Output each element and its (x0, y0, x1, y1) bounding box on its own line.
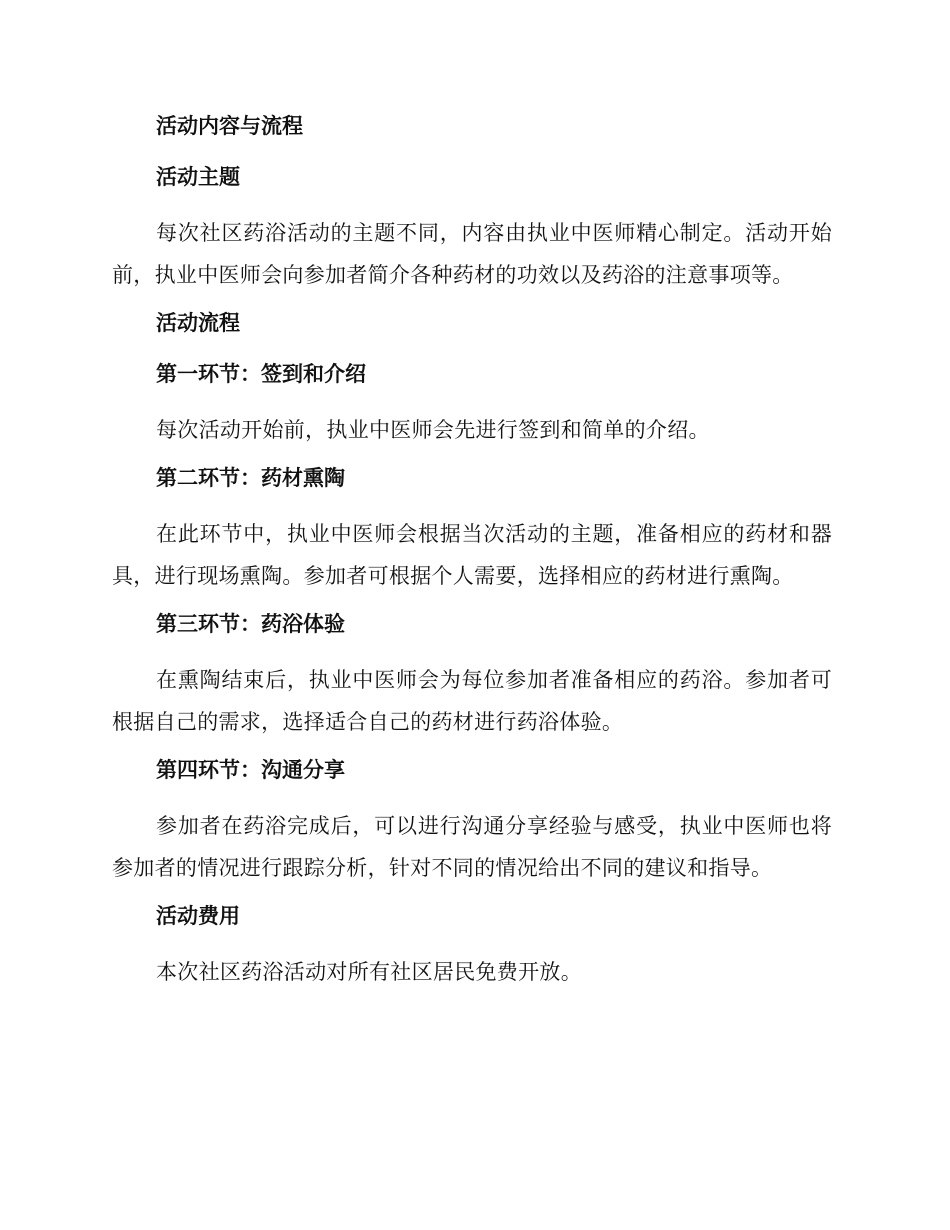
theme-paragraph: 每次社区药浴活动的主题不同，内容由执业中医师精心制定。活动开始前，执业中医师会向参加者简介各种药材的功效以及药浴的注意事项等。 (112, 221, 832, 287)
step-2-heading: 第二环节：药材熏陶 (156, 466, 345, 490)
theme-heading: 活动主题 (156, 165, 240, 189)
step-1-paragraph: 每次活动开始前，执业中医师会先进行签到和简单的介绍。 (156, 418, 710, 442)
step-4-paragraph: 参加者在药浴完成后，可以进行沟通分享经验与感受，执业中医师也将参加者的情况进行跟踪分析，针对不同的情况给出不同的建议和指导。 (112, 814, 832, 880)
step-4-heading: 第四环节：沟通分享 (156, 758, 345, 782)
fee-heading: 活动费用 (156, 904, 240, 928)
document-page (112, 110, 832, 1004)
section-title: 活动内容与流程 (156, 114, 303, 138)
process-heading: 活动流程 (156, 311, 240, 335)
fee-paragraph: 本次社区药浴活动对所有社区居民免费开放。 (156, 960, 582, 984)
step-2-paragraph: 在此环节中，执业中医师会根据当次活动的主题，准备相应的药材和器具，进行现场熏陶。参加者可根据个人需要，选择相应的药材进行熏陶。 (112, 522, 832, 588)
step-1-heading: 第一环节：签到和介绍 (156, 362, 366, 386)
step-3-heading: 第三环节：药浴体验 (156, 612, 345, 636)
step-3-paragraph: 在熏陶结束后，执业中医师会为每位参加者准备相应的药浴。参加者可根据自己的需求，选择适合自己的药材进行药浴体验。 (112, 668, 832, 734)
